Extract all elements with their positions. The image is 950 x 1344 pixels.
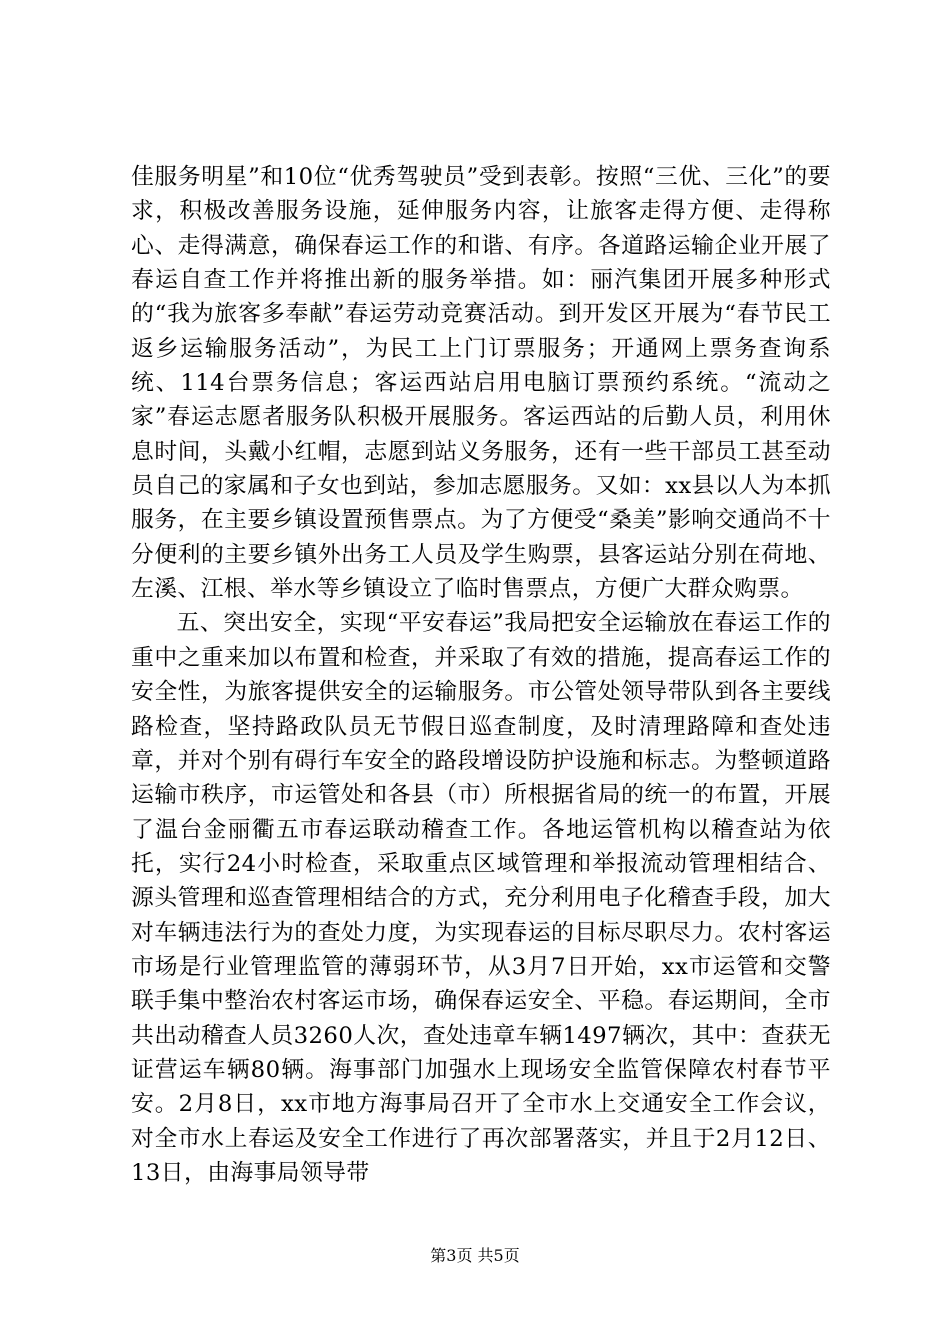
document-body (131, 160, 831, 1190)
paragraph-safety: 五、突出安全，实现“平安春运”我局把安全运输放在春运工作的重中之重来加以布置和检查，并采取了有效的措施，提高春运工作的安全性，为旅客提供安全的运输服务。市公管处领导带队到各主要线路检查，坚持路政队员无节假日巡查制度，及时清理路障和查处违章，并对个别有碍行车安全的路段增设防护设施和标志。为整顿道路运输市秩序，市运管处和各县（市）所根据省局的统一的布置，开展了温台金丽衢五市春运联动稽查工作。各地运管机构以稽查站为依托，实行24小时检查，采取重点区域管理和举报流动管理相结合、源头管理和巡查管理相结合的方式，充分利用电子化稽查手段，加大对车辆违法行为的查处力度，为实现春运的目标尽职尽力。农村客运市场是行业管理监管的薄弱环节，从3月7日开始，xx市运管和交警联手集中整治农村客运市场，确保春运安全、平稳。春运期间，全市共出动稽查人员3260人次，查处违章车辆1497辆次，其中：查获无证营运车辆80辆。海事部门加强水上现场安全监管保障农村春节平安。2月8日，xx市地方海事局召开了全市水上交通安全工作会议，对全市水上春运及安全工作进行了再次部署落实，并且于2月12日、13日，由海事局领导带 (131, 610, 831, 1186)
paragraph-continued: 佳服务明星”和10位“优秀驾驶员”受到表彰。按照“三优、三化”的要求，积极改善服务设施，延伸服务内容，让旅客走得方便、走得称心、走得满意，确保春运工作的和谐、有序。各道路运输企业开展了春运自查工作并将推出新的服务举措。如：丽汽集团开展多种形式的“我为旅客多奉献”春运劳动竞赛活动。到开发区开展为“春节民工返乡运输服务活动”，为民工上门订票服务；开通网上票务查询系统、114台票务信息；客运西站启用电脑订票预约系统。“流动之家”春运志愿者服务队积极开展服务。客运西站的后勤人员，利用休息时间，头戴小红帽，志愿到站义务服务，还有一些干部员工甚至动员自己的家属和子女也到站，参加志愿服务。又如：xx县以人为本抓服务，在主要乡镇设置预售票点。为了方便受“桑美”影响交通尚不十分便利的主要乡镇外出务工人员及学生购票，县客运站分别在荷地、左溪、江根、举水等乡镇设立了临时售票点，方便广大群众购票。 (131, 164, 831, 603)
page-number-footer: 第3页 共5页 (430, 1246, 520, 1265)
